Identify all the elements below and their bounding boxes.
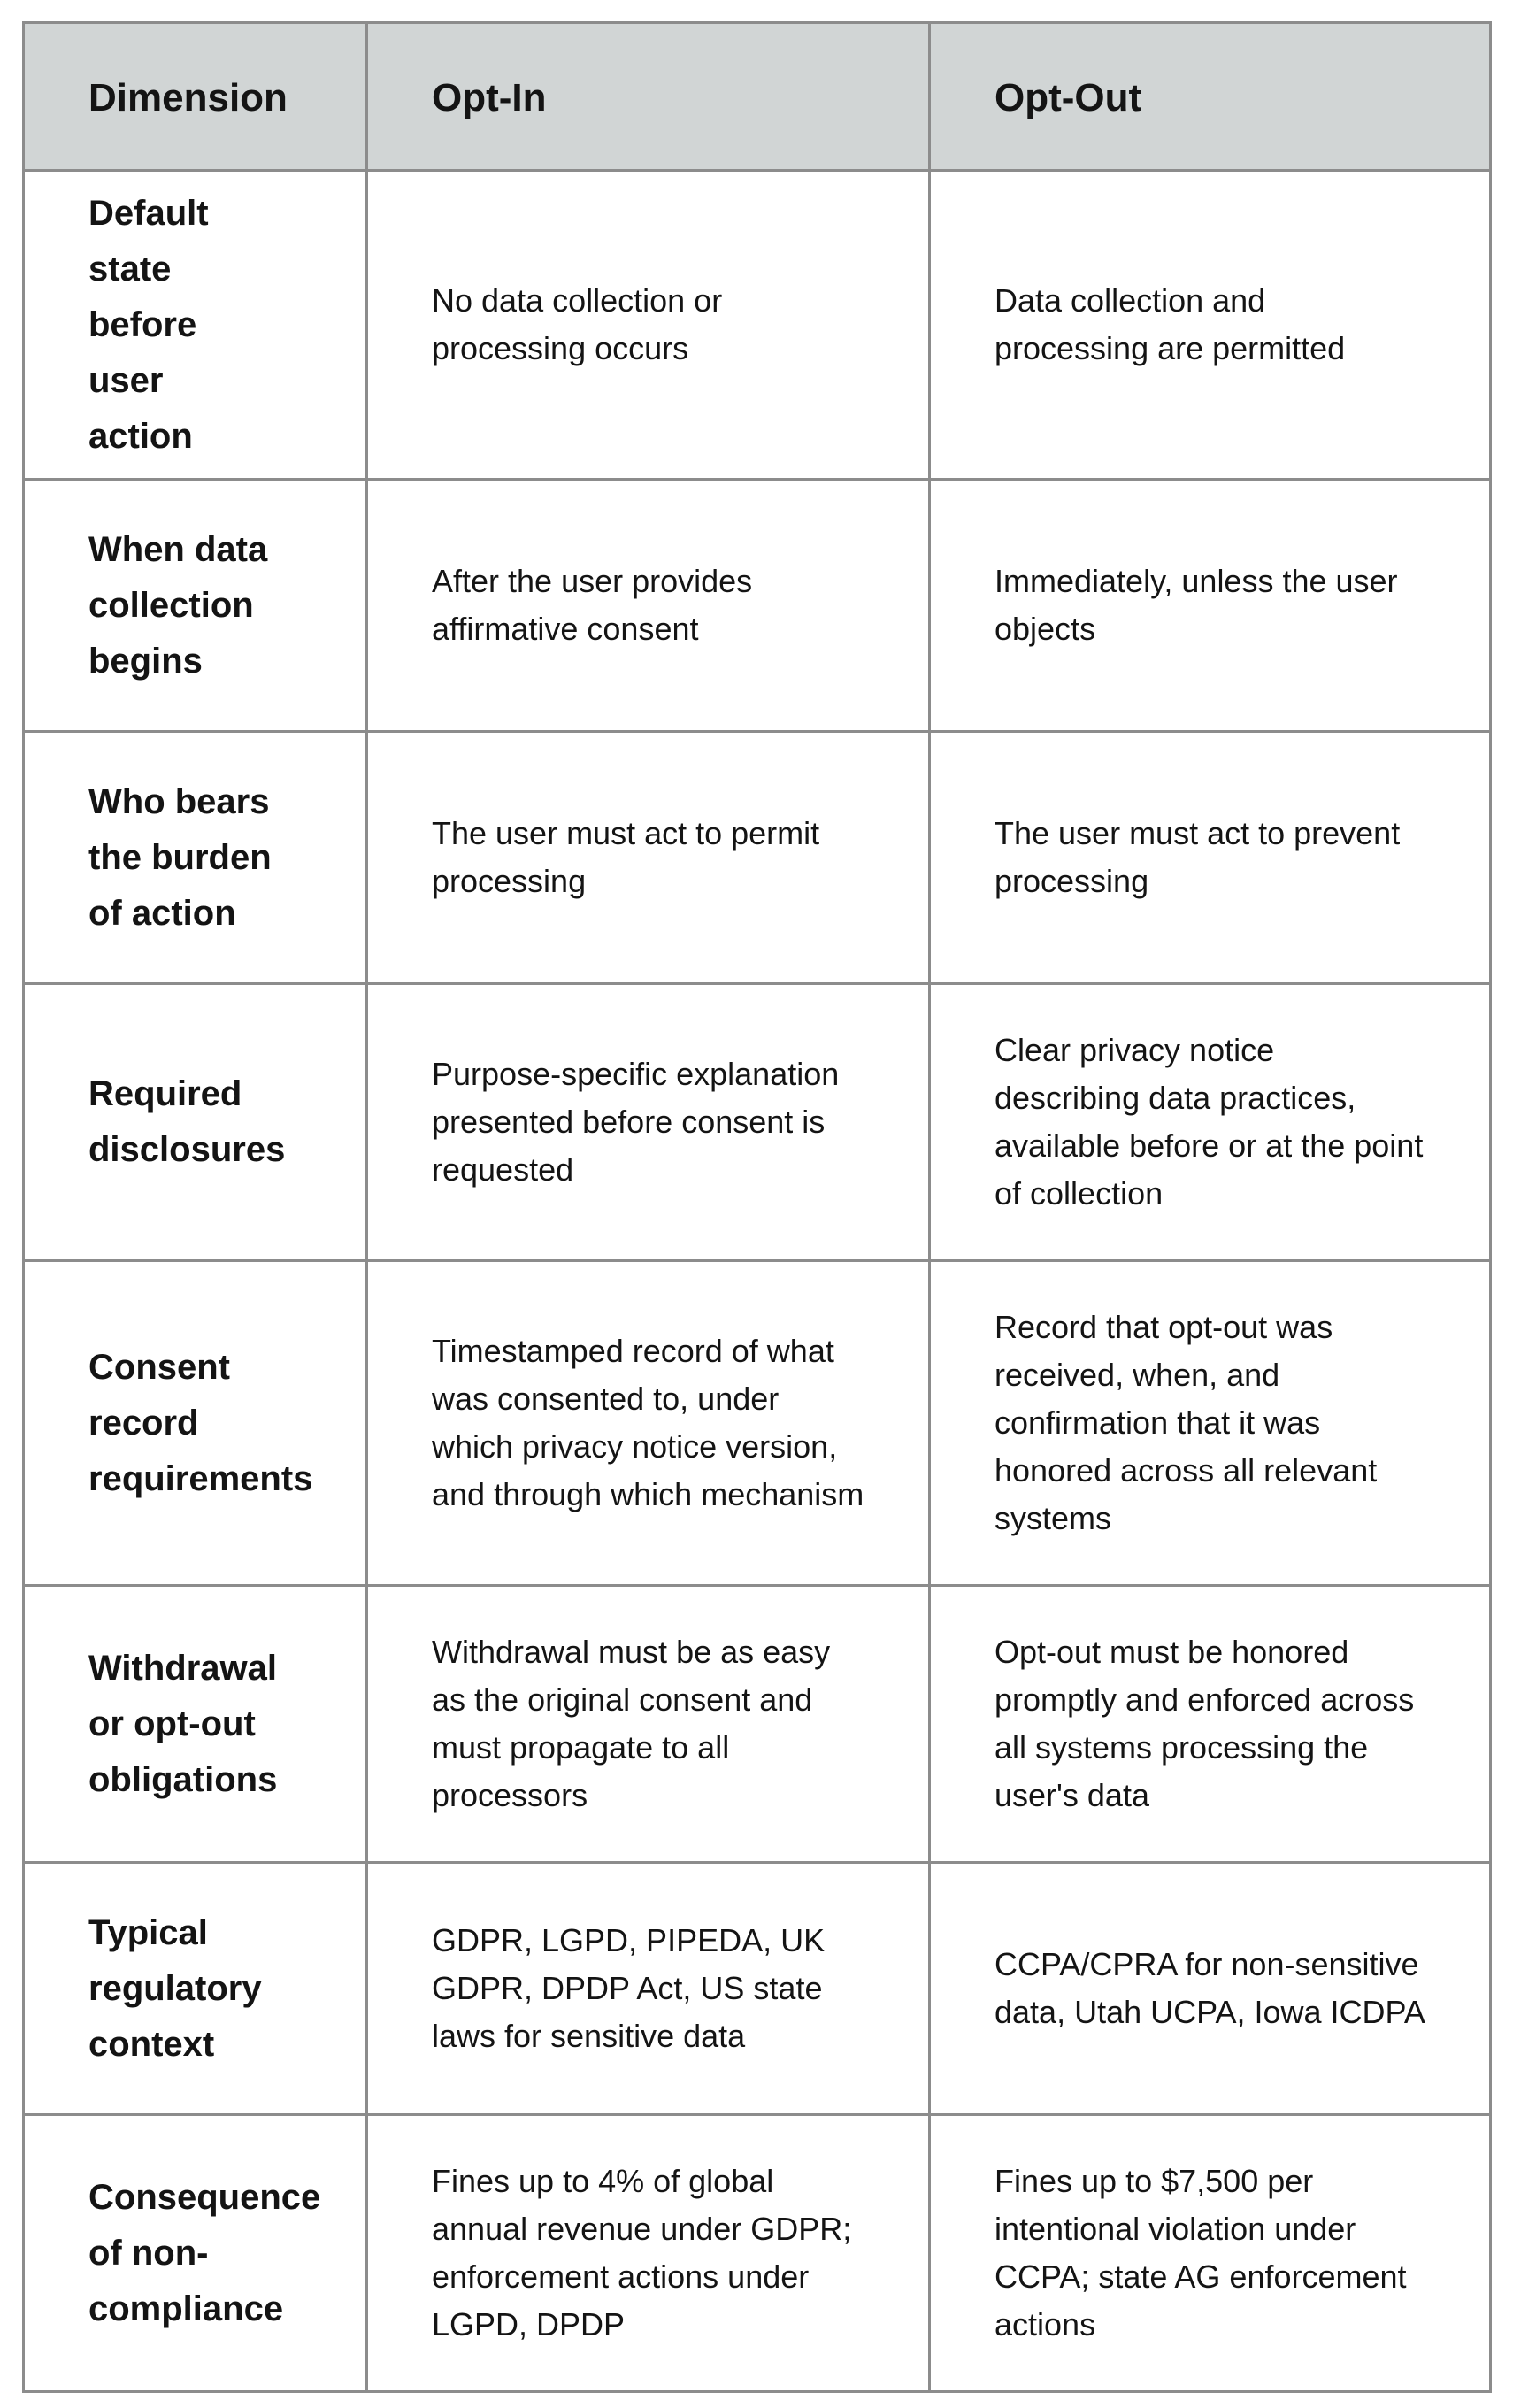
opt-in-cell: No data collection or processing occurs xyxy=(367,171,930,480)
dimension-cell: Consequence of non-compliance xyxy=(24,2115,367,2392)
opt-in-cell: Purpose-specific explanation presented before consent is requested xyxy=(367,984,930,1261)
dimension-cell: Required disclosures xyxy=(24,984,367,1261)
opt-in-cell: Withdrawal must be as easy as the original consent and must propagate to all processors xyxy=(367,1586,930,1863)
dimension-cell: Who bears the burden of action xyxy=(24,732,367,984)
opt-out-cell: The user must act to prevent processing xyxy=(930,732,1491,984)
opt-out-cell: Clear privacy notice describing data practices, available before or at the point of collection xyxy=(930,984,1491,1261)
dimension-cell: Consent record requirements xyxy=(24,1261,367,1586)
table-row xyxy=(24,171,1491,480)
opt-out-cell: CCPA/CPRA for non-sensitive data, Utah UCPA, Iowa ICDPA xyxy=(930,1863,1491,2115)
table-row xyxy=(24,1863,1491,2115)
table-row xyxy=(24,1586,1491,1863)
dimension-cell: When data collection begins xyxy=(24,480,367,732)
opt-out-cell: Fines up to $7,500 per intentional violation under CCPA; state AG enforcement actions xyxy=(930,2115,1491,2392)
table-row xyxy=(24,984,1491,1261)
table-row xyxy=(24,480,1491,732)
opt-in-cell: After the user provides affirmative consent xyxy=(367,480,930,732)
header-opt-in: Opt-In xyxy=(367,23,930,171)
header-dimension: Dimension xyxy=(24,23,367,171)
opt-out-cell: Opt-out must be honored promptly and enforced across all systems processing the user's data xyxy=(930,1586,1491,1863)
opt-out-cell: Record that opt-out was received, when, and confirmation that it was honored across all relevant systems xyxy=(930,1261,1491,1586)
comparison-table xyxy=(22,21,1492,2393)
dimension-cell: Default state before user action xyxy=(24,171,367,480)
dimension-cell: Typical regulatory context xyxy=(24,1863,367,2115)
opt-in-cell: GDPR, LGPD, PIPEDA, UK GDPR, DPDP Act, US state laws for sensitive data xyxy=(367,1863,930,2115)
dimension-cell: Withdrawal or opt-out obligations xyxy=(24,1586,367,1863)
table-row xyxy=(24,732,1491,984)
opt-in-cell: Fines up to 4% of global annual revenue under GDPR; enforcement actions under LGPD, DPDP xyxy=(367,2115,930,2392)
opt-out-cell: Immediately, unless the user objects xyxy=(930,480,1491,732)
table-row xyxy=(24,2115,1491,2392)
opt-in-cell: The user must act to permit processing xyxy=(367,732,930,984)
header-row xyxy=(24,23,1491,171)
opt-out-cell: Data collection and processing are permitted xyxy=(930,171,1491,480)
header-opt-out: Opt-Out xyxy=(930,23,1491,171)
opt-in-cell: Timestamped record of what was consented to, under which privacy notice version, and through which mechanism xyxy=(367,1261,930,1586)
table-row xyxy=(24,1261,1491,1586)
